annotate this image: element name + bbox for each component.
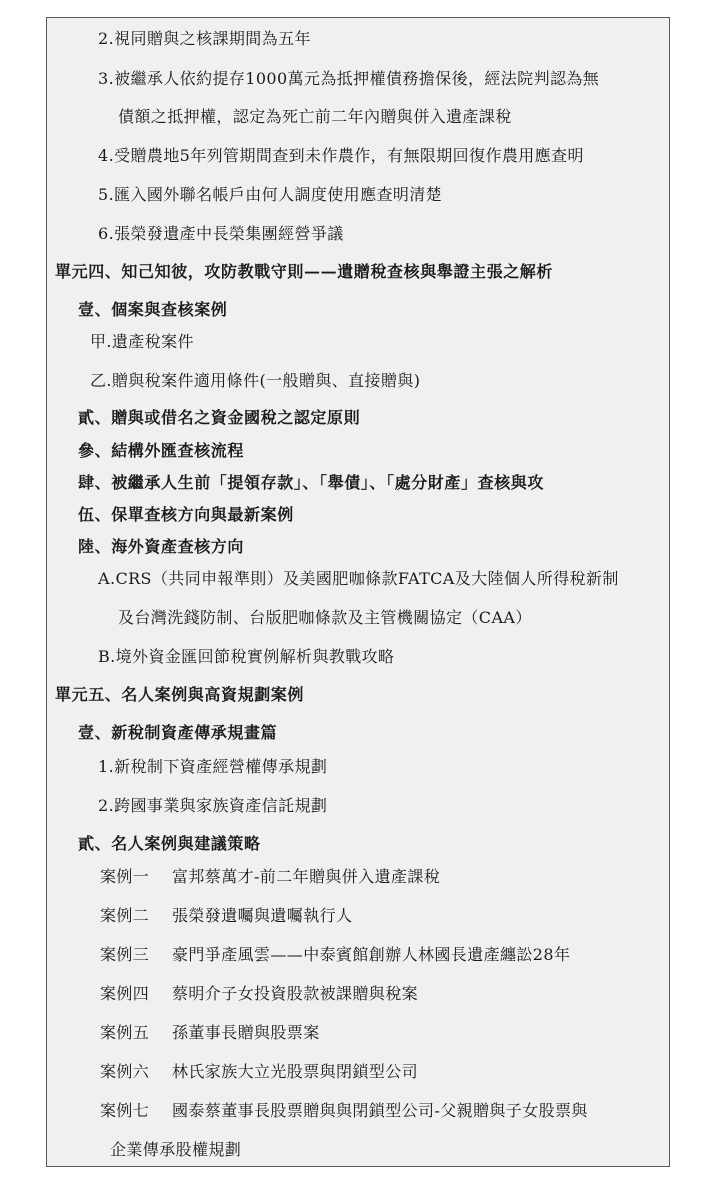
list-item: 3.被繼承人依約提存1000萬元為抵押權債務擔保後，經法院判認為無	[98, 69, 600, 88]
section-heading: 伍、保單查核方向與最新案例	[78, 505, 294, 524]
case-text: 豪門爭產風雲——中泰賓館創辦人林國長遺產纏訟28年	[172, 945, 571, 964]
case-text: 張榮發遺囑與遺囑執行人	[172, 906, 353, 925]
case-label: 案例三	[100, 945, 150, 964]
case-label: 案例四	[100, 984, 150, 1003]
section-heading: 陸、海外資產查核方向	[78, 537, 245, 556]
section-heading: 肆、被繼承人生前「提領存款」、「舉債」、「處分財產」查核與攻	[78, 473, 545, 492]
section-heading: 貳、贈與或借名之資金國稅之認定原則	[78, 408, 361, 427]
case-item-continuation: 企業傳承股權規劃	[110, 1140, 242, 1159]
case-item	[100, 906, 352, 926]
case-item	[100, 1101, 588, 1121]
case-item	[100, 984, 418, 1004]
list-item: 1.新稅制下資產經營權傳承規劃	[98, 757, 328, 776]
case-text: 國泰蔡董事長股票贈與與閉鎖型公司-父親贈與子女股票與	[172, 1101, 588, 1120]
case-label: 案例五	[100, 1023, 150, 1042]
case-label: 案例六	[100, 1062, 150, 1081]
list-item-continuation: 及台灣洗錢防制、台版肥咖條款及主管機關協定（CAA）	[118, 608, 532, 627]
list-item: 乙.贈與稅案件適用條件(一般贈與、直接贈與)	[90, 371, 421, 390]
list-item: 甲.遺產稅案件	[90, 332, 194, 351]
list-item: 2.視同贈與之核課期間為五年	[98, 29, 311, 48]
section-heading: 參、結構外匯查核流程	[78, 441, 245, 460]
list-item: 5.匯入國外聯名帳戶由何人調度使用應查明清楚	[98, 185, 443, 204]
case-text: 蔡明介子女投資股款被課贈與稅案	[172, 984, 419, 1003]
case-item	[100, 867, 440, 887]
case-item	[100, 945, 570, 965]
unit4-title: 單元四、知己知彼，攻防教戰守則——遺贈稅查核與舉證主張之解析	[55, 262, 554, 281]
case-item	[100, 1023, 320, 1043]
case-label: 案例二	[100, 906, 150, 925]
case-label: 案例一	[100, 867, 150, 886]
list-item: A.CRS（共同申報準則）及美國肥咖條款FATCA及大陸個人所得稅新制	[98, 569, 619, 588]
section-heading: 貳、名人案例與建議策略	[78, 834, 261, 853]
list-item: 6.張榮發遺產中長榮集團經營爭議	[98, 224, 344, 243]
outline-panel	[46, 17, 670, 1167]
list-item: 2.跨國事業與家族資產信託規劃	[98, 796, 328, 815]
case-label: 案例七	[100, 1101, 150, 1120]
list-item-continuation: 債額之抵押權，認定為死亡前二年內贈與併入遺產課稅	[118, 107, 512, 126]
section-heading: 壹、個案與查核案例	[78, 300, 228, 319]
case-text: 林氏家族大立光股票與閉鎖型公司	[172, 1062, 419, 1081]
list-item: 4.受贈農地5年列管期間查到未作農作，有無限期回復作農用應查明	[98, 146, 584, 165]
case-text: 富邦蔡萬才-前二年贈與併入遺產課稅	[172, 867, 441, 886]
case-text: 孫董事長贈與股票案	[172, 1023, 320, 1042]
list-item: B.境外資金匯回節稅實例解析與教戰攻略	[98, 647, 395, 666]
section-heading: 壹、新稅制資產傳承規畫篇	[78, 723, 278, 742]
case-item	[100, 1062, 418, 1082]
unit5-title: 單元五、名人案例與高資規劃案例	[55, 685, 305, 704]
